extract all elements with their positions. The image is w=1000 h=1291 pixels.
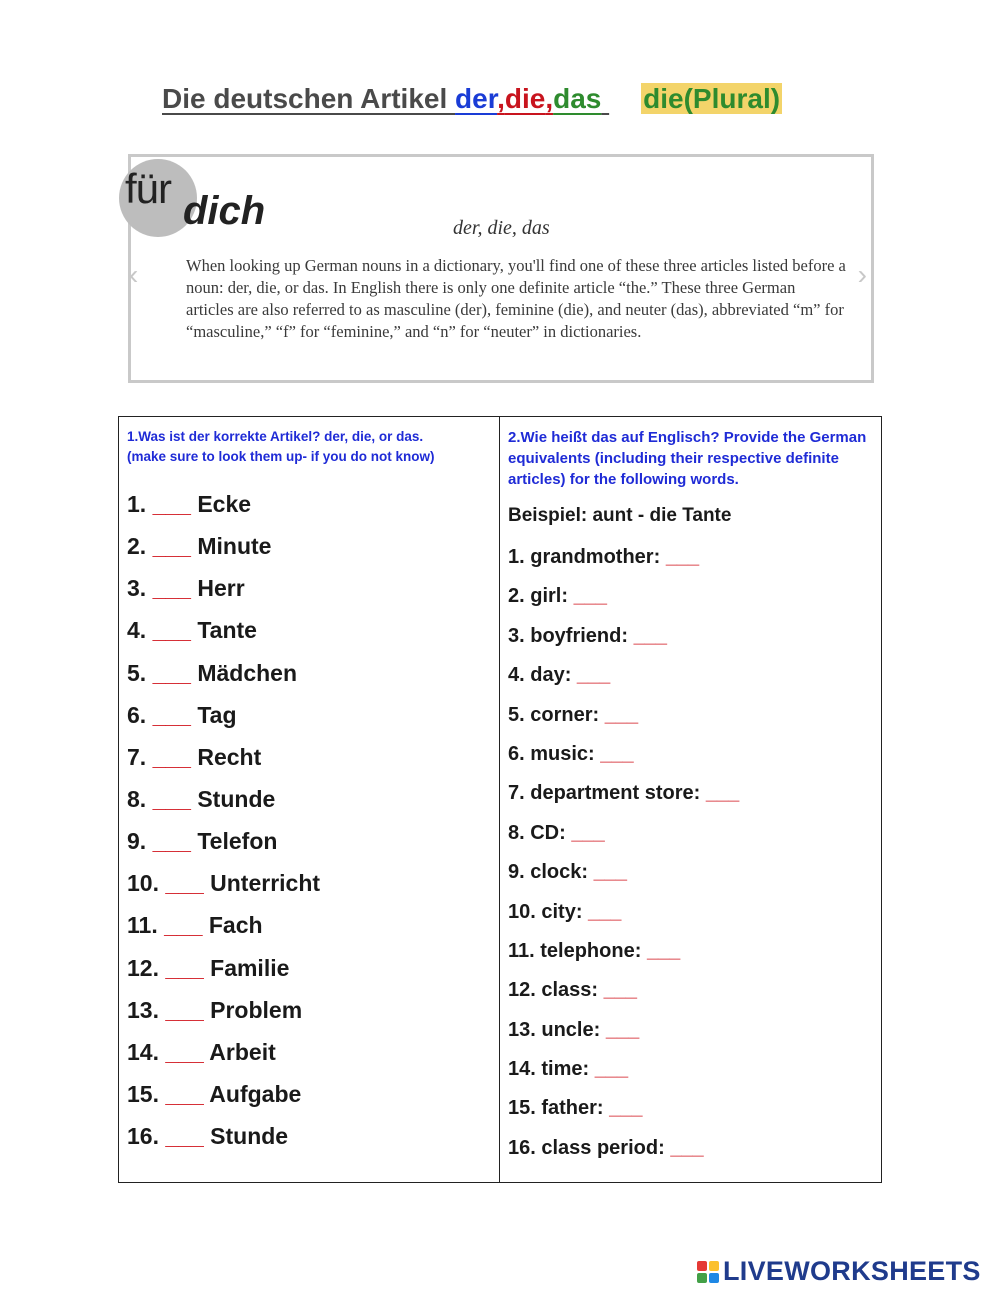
list-item: 8. ___ Stunde xyxy=(127,785,276,812)
answer-blank[interactable]: ___ xyxy=(152,491,191,517)
list-item: 2. girl: ___ xyxy=(508,585,607,608)
answer-blank[interactable]: ___ xyxy=(665,546,700,568)
answer-blank[interactable]: ___ xyxy=(576,664,611,687)
list-item: 16. ___ Stunde xyxy=(127,1123,289,1150)
logo-square xyxy=(697,1261,707,1271)
answer-blank[interactable]: ___ xyxy=(152,533,191,560)
answer-blank[interactable]: ___ xyxy=(593,861,627,884)
list-item: 1. grandmother: ___ xyxy=(508,546,700,568)
example-line: Beispiel: aunt - die Tante xyxy=(508,505,732,526)
list-item: 14. ___ Arbeit xyxy=(127,1038,276,1065)
liveworksheets-brand[interactable] xyxy=(697,1256,981,1287)
answer-blank[interactable]: ___ xyxy=(705,782,740,805)
list-item: 15. ___ Aufgabe xyxy=(127,1080,302,1107)
worksheet-title xyxy=(162,83,782,115)
title-comma: , xyxy=(497,83,505,114)
list-item: 7. department store: ___ xyxy=(508,782,740,805)
title-der: der xyxy=(455,83,498,114)
list-item: 5. ___ Mädchen xyxy=(127,659,298,686)
answer-blank[interactable]: ___ xyxy=(605,1018,640,1041)
list-item: 11. ___ Fach xyxy=(127,912,263,939)
list-item: 4. day: ___ xyxy=(508,664,611,687)
answer-blank[interactable]: ___ xyxy=(165,1080,204,1107)
answer-blank[interactable]: ___ xyxy=(165,870,204,897)
answer-blank[interactable]: ___ xyxy=(152,828,191,855)
prev-arrow-icon[interactable]: ‹ xyxy=(129,259,139,290)
liveworksheets-logo-icon xyxy=(697,1261,719,1283)
answer-blank[interactable]: ___ xyxy=(609,1097,643,1120)
list-item: 12. class: ___ xyxy=(508,979,638,1002)
list-item: 9. clock: ___ xyxy=(508,861,627,884)
list-item: 10. ___ Unterricht xyxy=(127,870,321,897)
answer-blank[interactable]: ___ xyxy=(152,785,191,812)
list-item: 3. boyfriend: ___ xyxy=(508,624,667,647)
answer-blank[interactable]: ___ xyxy=(646,939,681,962)
answer-blank[interactable]: ___ xyxy=(152,659,191,686)
answer-blank[interactable]: ___ xyxy=(571,821,605,844)
list-item: 4. ___ Tante xyxy=(127,617,257,644)
list-item: 6. ___ Tag xyxy=(127,701,237,728)
answer-blank[interactable]: ___ xyxy=(588,900,622,923)
list-item: 2. ___ Minute xyxy=(127,533,272,560)
list-item: 3. ___ Herr xyxy=(127,575,245,602)
list-item: 9. ___ Telefon xyxy=(127,828,278,855)
exercise-2-column xyxy=(500,417,881,1182)
answer-blank[interactable]: ___ xyxy=(633,624,667,647)
answer-blank[interactable]: ___ xyxy=(165,954,204,981)
logo-square xyxy=(709,1261,719,1271)
list-item: 7. ___ Recht xyxy=(127,743,262,770)
answer-blank[interactable]: ___ xyxy=(594,1058,629,1081)
list-item: 13. uncle: ___ xyxy=(508,1018,640,1041)
list-item: 14. time: ___ xyxy=(508,1058,629,1081)
list-item: 11. telephone: ___ xyxy=(508,939,681,962)
answer-blank[interactable]: ___ xyxy=(603,979,638,1002)
list-item: 1. ___ Ecke xyxy=(127,491,252,517)
logo-square xyxy=(709,1273,719,1283)
card-heading: der, die, das xyxy=(453,217,550,239)
answer-blank[interactable]: ___ xyxy=(164,912,203,939)
exercise-1-column xyxy=(119,417,500,1182)
answer-blank[interactable]: ___ xyxy=(600,742,634,765)
answer-blank[interactable]: ___ xyxy=(573,585,607,608)
answer-blank[interactable]: ___ xyxy=(152,743,191,770)
list-item: 12. ___ Familie xyxy=(127,954,290,981)
list-item: 10. city: ___ xyxy=(508,900,622,923)
info-card xyxy=(125,154,874,383)
title-das: das xyxy=(553,83,602,114)
answer-blank[interactable]: ___ xyxy=(152,575,191,602)
list-item: 8. CD: ___ xyxy=(508,821,605,844)
card-text: When looking up German nouns in a dictionary, you'll find one of these three articles listed before a noun: der, die, or das. In English there is only one definite article “the.” These three German articles are also referred to as masculine (der), feminine (die), and neuter (das), abbreviated “m” for “masculine,” “f” for “feminine,” and “n” for “neuter” in dictionaries. xyxy=(186,256,846,341)
list-item: 6. music: ___ xyxy=(508,742,634,765)
logo-fur: für xyxy=(125,165,172,212)
list-item: 15. father: ___ xyxy=(508,1097,643,1120)
answer-blank[interactable]: ___ xyxy=(165,1038,204,1065)
exercise-1-instruction: 1.Was ist der korrekte Artikel? der, die, or das. (make sure to look them up- if you do not know) xyxy=(127,429,435,464)
title-prefix: Die deutschen Artikel xyxy=(162,83,456,114)
answer-blank[interactable]: ___ xyxy=(165,996,204,1023)
list-item: 16. class period: ___ xyxy=(508,1136,704,1159)
list-item: 13. ___ Problem xyxy=(127,996,303,1023)
answer-blank[interactable]: ___ xyxy=(604,703,639,726)
exercise-1-list xyxy=(127,489,320,1163)
title-plural: die(Plural) xyxy=(643,83,781,114)
answer-blank[interactable]: ___ xyxy=(152,701,191,728)
exercise-2-instruction: 2.Wie heißt das auf Englisch? Provide the German equivalents (including their respective definite articles) for the following words. xyxy=(508,429,867,488)
logo-dich: dich xyxy=(183,189,266,233)
title-comma: , xyxy=(545,83,554,114)
exercise-table xyxy=(118,416,882,1183)
next-arrow-icon[interactable]: › xyxy=(857,259,867,290)
answer-blank[interactable]: ___ xyxy=(165,1123,204,1150)
list-item: 5. corner: ___ xyxy=(508,703,639,726)
logo-square xyxy=(697,1273,707,1283)
exercise-2-list xyxy=(508,544,739,1174)
answer-blank[interactable]: ___ xyxy=(670,1136,704,1159)
title-die: die xyxy=(504,83,546,114)
brand-text: LIVEWORKSHEETS xyxy=(723,1256,981,1286)
answer-blank[interactable]: ___ xyxy=(152,617,191,644)
